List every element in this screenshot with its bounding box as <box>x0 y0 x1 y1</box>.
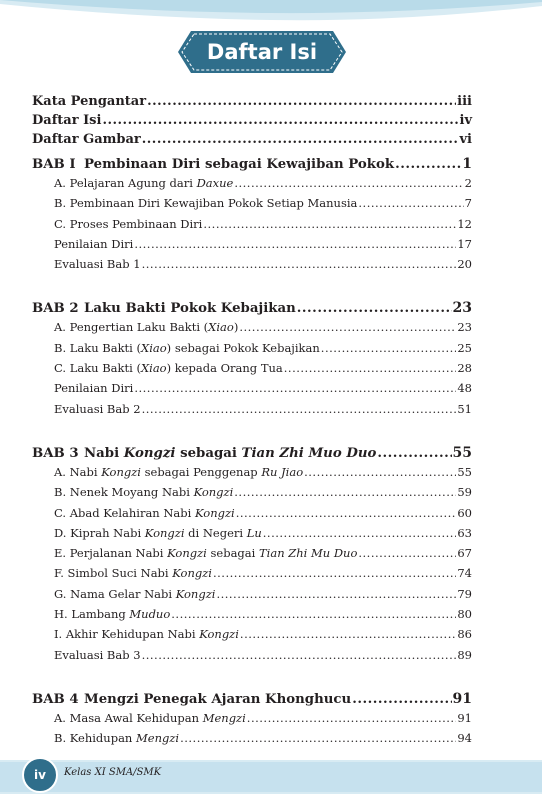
page-number: 7 <box>464 196 472 211</box>
section-gap <box>32 422 472 445</box>
subentry-text: Evaluasi Bab 1 <box>54 257 141 272</box>
section-gap <box>32 668 472 691</box>
toc-subentry <box>32 711 472 731</box>
subentry-text: H. Lambang <box>54 607 130 622</box>
leader-dots <box>142 257 457 271</box>
subentry-label <box>54 607 170 621</box>
leader-dots <box>180 731 456 745</box>
chapter-title-part: Nabi <box>84 445 124 461</box>
toc-subentry <box>32 217 472 237</box>
subentry-label <box>54 485 233 499</box>
page-number: 91 <box>457 710 472 725</box>
toc-subentry <box>32 587 472 607</box>
subentry-label <box>54 711 246 725</box>
subentry-text: A. Pelajaran Agung dari <box>54 176 197 190</box>
page-number: 48 <box>457 381 472 396</box>
toc-subentry <box>32 402 472 422</box>
subentry-label <box>54 381 133 395</box>
subentry-text: C. Laku Bakti ( <box>54 361 141 376</box>
toc-subentry <box>32 361 472 381</box>
toc-entry <box>32 113 472 132</box>
subentry-text: F. Simbol Suci Nabi <box>54 566 173 581</box>
subentry-text: B. Kehidupan <box>54 731 136 746</box>
toc-subentry <box>32 566 472 586</box>
subentry-text: C. Abad Kelahiran Nabi <box>54 505 195 520</box>
toc-subentry <box>32 546 472 566</box>
leader-dots <box>142 132 459 147</box>
page-number: 1 <box>462 156 472 172</box>
toc-subentry <box>32 506 472 526</box>
subentry-text: Evaluasi Bab 2 <box>54 401 141 416</box>
page-number: 23 <box>457 320 472 335</box>
subentry-italic: Kongzi <box>194 505 235 520</box>
leader-dots <box>236 506 457 520</box>
page-number: 20 <box>457 257 472 272</box>
entry-label: Daftar Gambar <box>32 132 141 147</box>
chapter-title: Mengzi Penegak Ajaran Khonghucu <box>84 691 352 707</box>
subentry-label <box>54 176 233 190</box>
toc-subentry <box>32 381 472 401</box>
page-number-badge: iv <box>22 757 58 793</box>
leader-dots <box>142 402 457 416</box>
leader-dots <box>358 196 463 210</box>
subentry-text: C. Proses Pembinaan Diri <box>54 216 203 231</box>
subentry-label <box>54 648 141 662</box>
leader-dots <box>239 320 456 334</box>
page-number: 28 <box>457 361 472 376</box>
toc-subentry <box>32 237 472 257</box>
toc-subentry <box>32 341 472 361</box>
subentry-text: I. Akhir Kehidupan Nabi <box>54 627 200 642</box>
subentry-text: ) <box>233 320 239 335</box>
page-number: 63 <box>457 525 472 540</box>
leader-dots <box>395 157 461 172</box>
subentry-text: A. Pengertian Laku Bakti ( <box>54 320 209 335</box>
chapter-number: BAB I <box>32 157 76 172</box>
page-number: 91 <box>452 690 472 707</box>
subentry-label <box>54 257 141 271</box>
subentry-italic: Kongzi <box>193 485 234 500</box>
header-wave-decoration <box>0 0 542 24</box>
page-number: 80 <box>457 607 472 622</box>
subentry-italic: Kongzi <box>175 586 216 601</box>
toc-subentry <box>32 648 472 668</box>
chapter-title-part: sebagai <box>175 445 242 461</box>
chapter-heading <box>32 445 472 465</box>
subentry-italic: Kongzi <box>172 566 212 581</box>
toc-subentry <box>32 526 472 546</box>
chapter-heading <box>32 156 472 176</box>
subentry-italic: Kongzi <box>101 464 141 479</box>
subentry-italic: Muduo <box>129 607 171 622</box>
leader-dots <box>304 465 456 479</box>
page-number: 67 <box>457 546 472 561</box>
subentry-label <box>54 196 357 210</box>
subentry-label <box>54 237 133 251</box>
page-number: 94 <box>457 731 472 746</box>
subentry-label <box>54 361 283 375</box>
chapter-number: BAB 2 <box>32 301 79 317</box>
toc-entry <box>32 132 472 151</box>
chapter-number: BAB 4 <box>32 691 79 707</box>
subentry-italic: Mengzi <box>202 710 246 725</box>
leader-dots <box>203 217 456 231</box>
chapter-heading <box>32 300 472 320</box>
leader-dots <box>247 711 457 725</box>
page-footer <box>0 752 542 800</box>
page-title: Daftar Isi <box>206 40 318 64</box>
toc-subentry <box>32 465 472 485</box>
subentry-text: A. Masa Awal Kehidupan <box>54 710 203 725</box>
chapter-title-part: Kongzi <box>123 445 176 461</box>
page-number: 60 <box>457 505 472 520</box>
page-number: 79 <box>457 586 472 601</box>
title-banner <box>177 30 347 74</box>
subentry-italic: Xiao <box>140 361 167 376</box>
subentry-label <box>54 546 357 560</box>
page-number: 17 <box>457 236 472 251</box>
subentry-italic: Kongzi <box>144 525 185 540</box>
subentry-label <box>54 341 320 355</box>
subentry-italic: Ru Jiao <box>261 464 304 479</box>
leader-dots <box>147 94 456 109</box>
subentry-text: Penilaian Diri <box>54 236 134 251</box>
subentry-italic: Daxue <box>196 176 234 190</box>
page-number: vi <box>459 132 472 147</box>
page-number: iv <box>459 113 472 128</box>
page-number: 74 <box>457 566 472 581</box>
subentry-text: G. Nama Gelar Nabi <box>54 586 176 601</box>
leader-dots <box>102 113 458 128</box>
leader-dots <box>171 607 456 621</box>
toc-subentry <box>32 607 472 627</box>
subentry-label <box>54 731 179 745</box>
page-number: 89 <box>457 647 472 662</box>
chapter-label <box>32 692 351 707</box>
subentry-italic: Lu <box>246 525 262 540</box>
subentry-text: Evaluasi Bab 3 <box>54 647 141 662</box>
subentry-italic: Kongzi <box>167 546 207 561</box>
toc-subentry <box>32 257 472 277</box>
subentry-italic: Xiao <box>208 320 234 335</box>
subentry-italic: Mengzi <box>135 731 180 746</box>
leader-dots <box>358 546 456 560</box>
subentry-text: B. Laku Bakti ( <box>54 340 142 355</box>
toc-subentry <box>32 485 472 505</box>
page-number: 25 <box>457 340 472 355</box>
subentry-label <box>54 217 202 231</box>
subentry-text: Penilaian Diri <box>54 381 134 396</box>
toc-subentry <box>32 731 472 751</box>
subentry-text: E. Perjalanan Nabi <box>54 546 168 561</box>
leader-dots <box>263 526 457 540</box>
subentry-text: D. Kiprah Nabi <box>54 525 145 540</box>
chapter-title: Laku Bakti Pokok Kebajikan <box>84 301 296 317</box>
subentry-italic: Xiao <box>141 340 167 355</box>
table-of-contents <box>32 94 472 752</box>
leader-dots <box>297 301 452 316</box>
entry-label: Kata Pengantar <box>32 94 147 109</box>
section-gap <box>32 277 472 300</box>
toc-subentry <box>32 320 472 340</box>
toc-subentry <box>32 176 472 196</box>
subentry-label <box>54 526 262 540</box>
subentry-label <box>54 506 235 520</box>
subentry-label <box>54 402 141 416</box>
subentry-text: B. Pembinaan Diri Kewajiban Pokok Setiap Manusia <box>54 196 358 211</box>
leader-dots <box>142 648 457 662</box>
subentry-label <box>54 587 215 601</box>
leader-dots <box>134 381 456 395</box>
leader-dots <box>234 485 456 499</box>
leader-dots <box>216 587 456 601</box>
page-number: 23 <box>452 300 472 317</box>
page-number: 2 <box>464 176 472 190</box>
subentry-text: di Negeri <box>184 525 247 540</box>
leader-dots <box>240 627 456 641</box>
chapter-label <box>32 301 296 316</box>
entry-label: Daftar Isi <box>32 113 102 128</box>
subentry-text: B. Nenek Moyang Nabi <box>54 485 194 500</box>
subentry-label <box>54 320 238 334</box>
chapter-number: BAB 3 <box>32 445 79 461</box>
page-number: 86 <box>457 627 472 642</box>
leader-dots <box>284 361 457 375</box>
subentry-italic: Tian Zhi Mu Duo <box>258 546 358 561</box>
leader-dots <box>234 176 463 190</box>
chapter-title: Pembinaan Diri sebagai Kewajiban Pokok <box>84 157 395 172</box>
chapter-heading <box>32 691 472 711</box>
subentry-text: ) kepada Orang Tua <box>166 361 283 376</box>
subentry-italic: Kongzi <box>199 627 239 642</box>
chapter-label <box>32 157 394 172</box>
page-number: 51 <box>457 401 472 416</box>
subentry-text: A. Nabi <box>54 464 102 479</box>
toc-subentry <box>32 627 472 647</box>
page-number: 59 <box>457 485 472 500</box>
page-number: 55 <box>457 464 472 479</box>
subentry-label <box>54 627 239 641</box>
leader-dots <box>134 237 456 251</box>
subentry-text: sebagai <box>206 546 259 561</box>
toc-subentry <box>32 196 472 216</box>
page-number: iii <box>457 94 472 109</box>
subentry-label <box>54 566 212 580</box>
subentry-label <box>54 465 303 479</box>
subentry-text: sebagai Penggenap <box>140 464 262 479</box>
chapter-label <box>32 446 376 461</box>
page-number: 55 <box>452 444 472 461</box>
page-number: 12 <box>457 216 472 231</box>
chapter-title-part: Tian Zhi Muo Duo <box>241 445 377 461</box>
leader-dots <box>213 566 456 580</box>
toc-entry <box>32 94 472 113</box>
leader-dots <box>377 446 451 461</box>
footer-book-title: Kelas XI SMA/SMK <box>64 767 162 778</box>
leader-dots <box>321 341 457 355</box>
leader-dots <box>352 692 451 707</box>
subentry-text: ) sebagai Pokok Kebajikan <box>166 340 320 355</box>
